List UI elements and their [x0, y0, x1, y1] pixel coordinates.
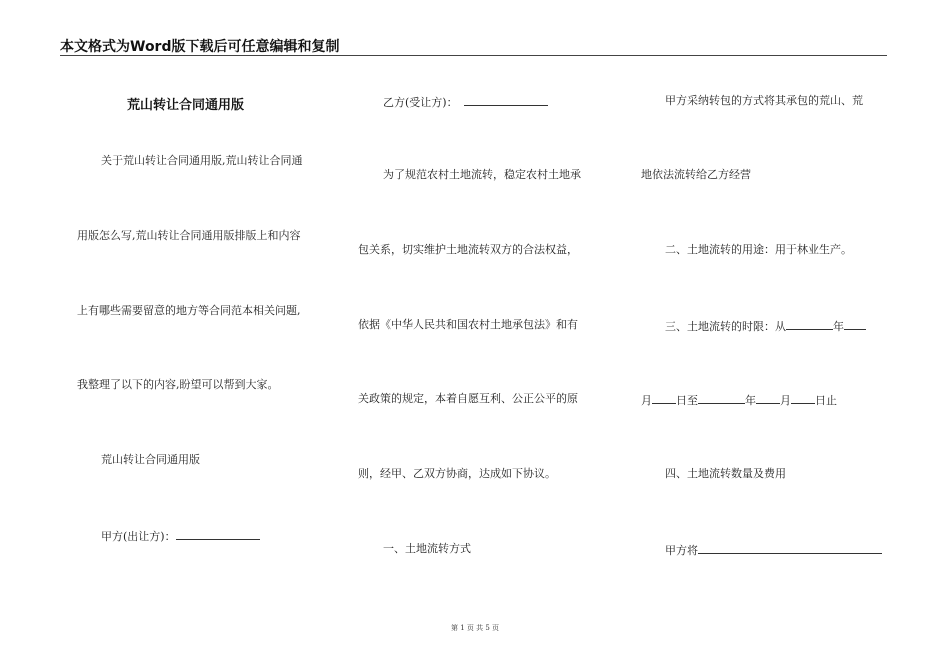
page-number: 第 1 页 共 5 页 [450, 624, 500, 632]
party-b-label: 乙方(受让方)： [383, 96, 458, 109]
paragraph-line: 地依法流转给乙方经营 [641, 168, 751, 181]
month-label: 月 [641, 394, 652, 407]
day-to-label: 日至 [676, 394, 698, 407]
paragraph-line: 上有哪些需要留意的地方等合同范本相关问题, [77, 304, 301, 317]
party-a-will-blank [698, 542, 882, 554]
paragraph-line: 关政策的规定，本着自愿互利、公正公平的原 [358, 392, 578, 405]
term-line-start [665, 318, 866, 334]
party-a-will-line [665, 542, 882, 558]
year-label-2: 年 [745, 394, 756, 407]
month-blank-2 [756, 392, 780, 404]
day-blank-2 [791, 392, 815, 404]
section-heading-1: 一、土地流转方式 [383, 542, 471, 555]
paragraph-line: 我整理了以下的内容,盼望可以帮到大家。 [77, 378, 279, 391]
year-blank-2 [698, 392, 745, 404]
term-prefix: 三、土地流转的时限：从 [665, 320, 786, 333]
paragraph-line: 包关系，切实维护土地流转双方的合法权益， [358, 243, 578, 256]
party-a-will-label: 甲方将 [665, 544, 698, 557]
party-a-line [101, 528, 260, 544]
party-a-blank [176, 528, 260, 540]
paragraph-line: 为了规范农村土地流转，稳定农村土地承 [383, 168, 581, 181]
party-b-blank [464, 94, 548, 106]
document-header: 本文格式为Word版下载后可任意编辑和复制 [60, 39, 340, 55]
paragraph-line: 关于荒山转让合同通用版,荒山转让合同通 [101, 154, 303, 167]
month-label-2: 月 [780, 394, 791, 407]
header-divider [60, 55, 887, 56]
paragraph-line: 依据《中华人民共和国农村土地承包法》和有 [358, 318, 578, 331]
section-heading-4: 四、土地流转数量及费用 [665, 467, 786, 480]
party-a-label: 甲方(出让方)： [101, 530, 176, 543]
paragraph-line: 则，经甲、乙双方协商，达成如下协议。 [358, 467, 556, 480]
subtitle-line: 荒山转让合同通用版 [101, 453, 200, 466]
day-end-label: 日止 [815, 394, 837, 407]
party-b-line [383, 94, 548, 110]
paragraph-line: 甲方采纳转包的方式将其承包的荒山、荒 [665, 94, 863, 107]
year-label: 年 [833, 320, 844, 333]
day-blank [652, 392, 676, 404]
document-title: 荒山转让合同通用版 [127, 98, 245, 113]
month-blank [844, 318, 866, 330]
section-heading-2: 二、土地流转的用途：用于林业生产。 [665, 243, 852, 256]
term-line-end [641, 392, 837, 408]
year-blank [786, 318, 833, 330]
paragraph-line: 用版怎么写,荒山转让合同通用版排版上和内容 [77, 229, 301, 242]
